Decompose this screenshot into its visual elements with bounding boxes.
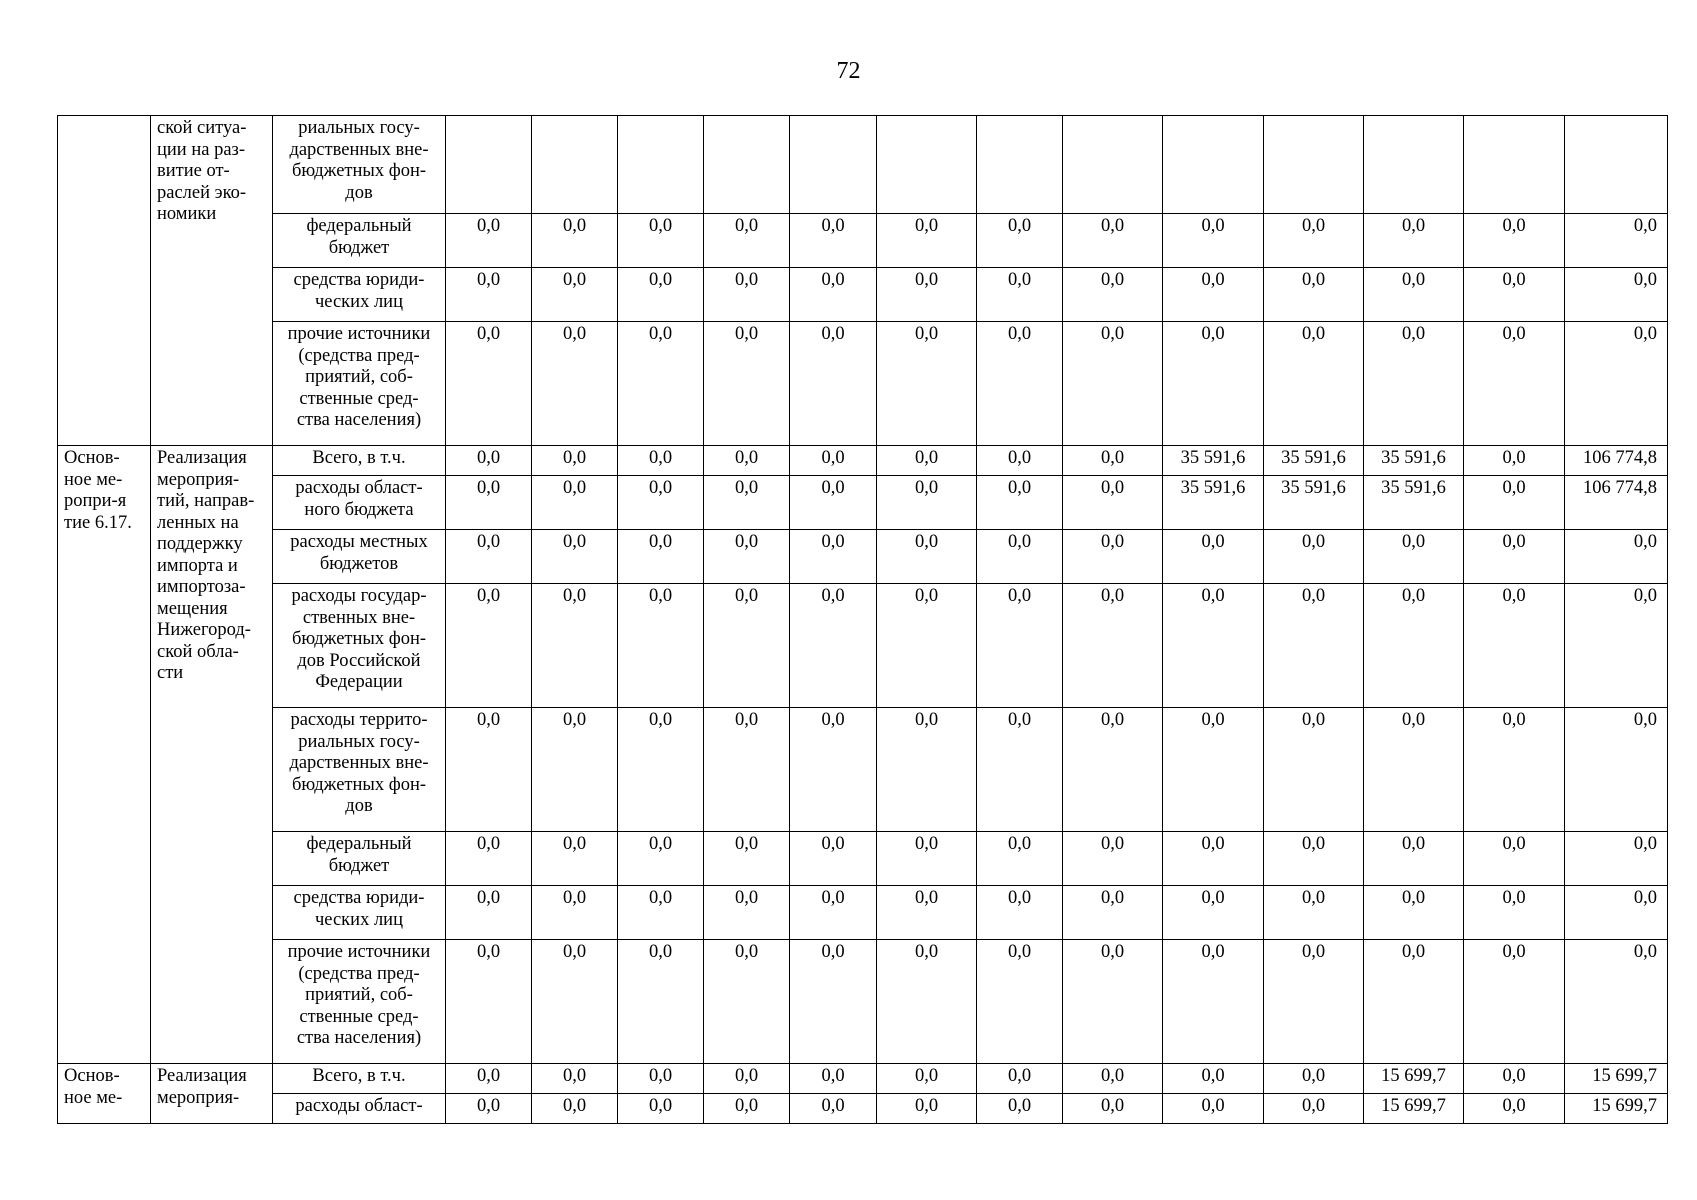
funding-source-cell (273, 1094, 446, 1124)
value-cell: 0,0 (618, 940, 704, 1064)
text-line: бюджет (328, 237, 390, 258)
funding-source-cell (273, 476, 446, 530)
text-line: Основ- (64, 448, 120, 468)
value-cell: 0,0 (618, 322, 704, 446)
value-cell: 0,0 (446, 832, 532, 886)
value-cell: 0,0 (977, 940, 1063, 1064)
value-cell: 0,0 (1163, 214, 1264, 268)
value-cell: 35 591,6 (1163, 446, 1264, 476)
value-cell: 0,0 (446, 1064, 532, 1094)
value-cell: 0,0 (532, 530, 618, 584)
funding-source-cell (273, 446, 446, 476)
text-line: риальных госу- (298, 731, 420, 752)
value-cell: 0,0 (1264, 530, 1364, 584)
value-cell: 0,0 (977, 1094, 1063, 1124)
value-cell: 0,0 (532, 214, 618, 268)
value-cell: 0,0 (618, 708, 704, 832)
value-cell: 0,0 (877, 584, 977, 708)
value-cell: 0,0 (1364, 214, 1464, 268)
text-line: номики (157, 204, 217, 224)
text-line: мещения (157, 598, 228, 619)
value-cell: 0,0 (446, 886, 532, 940)
funding-source-cell (273, 708, 446, 832)
value-cell: 0,0 (1364, 886, 1464, 940)
text-line: Реализация (157, 1066, 247, 1086)
value-cell: 0,0 (790, 476, 877, 530)
funding-source-cell (273, 832, 446, 886)
value-cell: 0,0 (1163, 940, 1264, 1064)
value-cell: 0,0 (790, 832, 877, 886)
value-cell: 0,0 (1264, 268, 1364, 322)
value-cell: 0,0 (790, 530, 877, 584)
value-cell: 0,0 (1464, 214, 1565, 268)
value-cell: 0,0 (790, 940, 877, 1064)
value-cell: 0,0 (1163, 1094, 1264, 1124)
text-line: (средства пред- (298, 345, 420, 366)
value-cell: 0,0 (1264, 322, 1364, 446)
value-cell: 0,0 (704, 1064, 790, 1094)
page-number: 72 (836, 58, 861, 84)
text-line: федеральный (306, 834, 412, 854)
value-cell: 35 591,6 (1264, 476, 1364, 530)
value-cell: 0,0 (446, 322, 532, 446)
value-cell: 0,0 (532, 832, 618, 886)
text-line: импорта и (157, 555, 238, 576)
table-row (58, 832, 1668, 886)
text-line: ленных на (157, 512, 239, 533)
value-cell: 0,0 (1565, 214, 1668, 268)
text-line: дарственных вне- (289, 139, 429, 160)
value-cell: 0,0 (704, 476, 790, 530)
text-line: расходы государ- (291, 586, 427, 606)
value-cell (877, 116, 977, 214)
value-cell: 0,0 (618, 268, 704, 322)
value-cell: 0,0 (704, 708, 790, 832)
text-line: Реализация (157, 448, 247, 468)
text-line: Федерации (315, 672, 403, 692)
value-cell: 0,0 (1464, 708, 1565, 832)
value-cell: 0,0 (618, 832, 704, 886)
value-cell: 0,0 (790, 446, 877, 476)
value-cell: 0,0 (618, 1064, 704, 1094)
value-cell: 0,0 (1464, 476, 1565, 530)
value-cell: 0,0 (877, 940, 977, 1064)
value-cell: 106 774,8 (1565, 476, 1668, 530)
text-line: дов (345, 796, 373, 816)
value-cell: 0,0 (1464, 940, 1565, 1064)
value-cell: 0,0 (977, 708, 1063, 832)
value-cell (532, 116, 618, 214)
value-cell: 0,0 (790, 214, 877, 268)
value-cell: 0,0 (1264, 832, 1364, 886)
text-line: расходы област- (295, 478, 423, 498)
value-cell: 0,0 (1364, 584, 1464, 708)
value-cell: 0,0 (877, 1064, 977, 1094)
value-cell (1364, 116, 1464, 214)
value-cell: 0,0 (618, 446, 704, 476)
value-cell: 0,0 (1264, 940, 1364, 1064)
text-line: риальных госу- (298, 118, 420, 138)
value-cell: 35 591,6 (1364, 476, 1464, 530)
value-cell: 0,0 (704, 322, 790, 446)
value-cell: 0,0 (618, 886, 704, 940)
value-cell: 0,0 (1063, 322, 1163, 446)
value-cell: 0,0 (877, 530, 977, 584)
value-cell: 0,0 (532, 322, 618, 446)
value-cell (1163, 116, 1264, 214)
text-line: ской обла- (157, 641, 239, 662)
value-cell: 0,0 (618, 476, 704, 530)
value-cell: 0,0 (446, 476, 532, 530)
value-cell: 0,0 (1063, 1064, 1163, 1094)
value-cell: 0,0 (877, 322, 977, 446)
value-cell: 35 591,6 (1264, 446, 1364, 476)
text-line: сти (157, 663, 184, 683)
value-cell: 35 591,6 (1364, 446, 1464, 476)
value-cell: 0,0 (618, 584, 704, 708)
funding-source-cell (273, 940, 446, 1064)
measure-number-cell (58, 116, 151, 446)
value-cell: 0,0 (1163, 530, 1264, 584)
value-cell: 0,0 (1364, 940, 1464, 1064)
value-cell: 0,0 (1264, 584, 1364, 708)
value-cell: 0,0 (446, 530, 532, 584)
text-line: ного бюджета (304, 499, 414, 520)
text-line: Всего, в т.ч. (312, 1066, 406, 1086)
value-cell: 0,0 (704, 446, 790, 476)
value-cell: 0,0 (1063, 886, 1163, 940)
text-line: ции на раз- (157, 139, 245, 160)
value-cell: 0,0 (446, 214, 532, 268)
value-cell (704, 116, 790, 214)
value-cell: 0,0 (977, 476, 1063, 530)
table-row (58, 116, 1668, 214)
text-line: расходы област- (295, 1096, 423, 1116)
value-cell: 0,0 (1264, 1064, 1364, 1094)
value-cell (1063, 116, 1163, 214)
value-cell (618, 116, 704, 214)
value-cell: 0,0 (1163, 886, 1264, 940)
text-line: импортоза- (157, 577, 246, 597)
value-cell: 0,0 (1364, 322, 1464, 446)
table-row (58, 940, 1668, 1064)
value-cell: 0,0 (446, 940, 532, 1064)
text-line: дов (345, 182, 373, 203)
value-cell: 0,0 (1063, 584, 1163, 708)
value-cell: 0,0 (1163, 268, 1264, 322)
value-cell: 0,0 (1565, 584, 1668, 708)
value-cell: 0,0 (977, 530, 1063, 584)
text-line: Нижегород- (157, 620, 251, 640)
text-line: тий, направ- (157, 491, 255, 511)
value-cell: 0,0 (704, 940, 790, 1064)
value-cell: 106 774,8 (1565, 446, 1668, 476)
value-cell: 0,0 (704, 530, 790, 584)
measure-name-cell (151, 446, 273, 1064)
value-cell: 0,0 (790, 322, 877, 446)
text-line: федеральный (306, 216, 412, 236)
value-cell: 0,0 (977, 1064, 1063, 1094)
value-cell: 0,0 (1565, 530, 1668, 584)
table-row (58, 268, 1668, 322)
text-line: ской ситуа- (157, 118, 247, 138)
value-cell: 0,0 (1063, 476, 1163, 530)
text-line: ческих лиц (315, 291, 403, 312)
table-row (58, 530, 1668, 584)
value-cell: 0,0 (1464, 268, 1565, 322)
value-cell: 0,0 (1163, 1064, 1264, 1094)
value-cell: 0,0 (790, 268, 877, 322)
value-cell: 0,0 (877, 446, 977, 476)
value-cell: 0,0 (532, 476, 618, 530)
value-cell: 0,0 (1364, 708, 1464, 832)
measure-number-cell (58, 1064, 151, 1124)
text-line: ческих лиц (315, 909, 403, 930)
value-cell: 0,0 (532, 940, 618, 1064)
value-cell: 0,0 (704, 584, 790, 708)
text-line: ственные сред- (299, 388, 419, 409)
value-cell: 0,0 (1163, 322, 1264, 446)
text-line: мероприя- (157, 1087, 240, 1108)
funding-source-cell (273, 584, 446, 708)
value-cell: 0,0 (1063, 214, 1163, 268)
value-cell: 0,0 (1565, 268, 1668, 322)
value-cell: 0,0 (532, 1094, 618, 1124)
value-cell: 0,0 (977, 832, 1063, 886)
value-cell: 0,0 (790, 708, 877, 832)
table-row (58, 322, 1668, 446)
value-cell: 0,0 (1464, 322, 1565, 446)
value-cell: 0,0 (790, 1064, 877, 1094)
value-cell: 0,0 (1063, 708, 1163, 832)
text-line: поддержку (157, 534, 243, 554)
text-line: ное ме- (64, 469, 123, 490)
value-cell: 0,0 (1063, 530, 1163, 584)
value-cell: 15 699,7 (1565, 1094, 1668, 1124)
value-cell: 0,0 (1565, 708, 1668, 832)
value-cell: 0,0 (1464, 886, 1565, 940)
text-line: прочие источники (287, 324, 431, 344)
value-cell: 0,0 (532, 446, 618, 476)
text-line: ственных вне- (302, 607, 416, 628)
value-cell: 0,0 (1565, 832, 1668, 886)
value-cell: 0,0 (1364, 832, 1464, 886)
value-cell: 0,0 (446, 1094, 532, 1124)
value-cell: 0,0 (532, 708, 618, 832)
value-cell: 0,0 (1364, 530, 1464, 584)
value-cell: 0,0 (1464, 1064, 1565, 1094)
value-cell: 35 591,6 (1163, 476, 1264, 530)
value-cell: 0,0 (877, 268, 977, 322)
text-line: ства населения) (296, 1028, 422, 1048)
value-cell: 0,0 (977, 584, 1063, 708)
value-cell: 0,0 (1565, 940, 1668, 1064)
text-line: раслей эко- (157, 182, 247, 203)
value-cell: 0,0 (877, 708, 977, 832)
text-line: бюджет (328, 855, 390, 876)
value-cell (1565, 116, 1668, 214)
text-line: бюджетов (319, 553, 399, 574)
text-line: бюджетных фон- (291, 629, 427, 649)
value-cell: 0,0 (532, 268, 618, 322)
funding-source-cell (273, 214, 446, 268)
table-row (58, 446, 1668, 476)
value-cell: 0,0 (1464, 832, 1565, 886)
value-cell: 0,0 (446, 268, 532, 322)
text-line: ропри-я (64, 491, 127, 511)
value-cell (1464, 116, 1565, 214)
value-cell: 15 699,7 (1364, 1064, 1464, 1094)
value-cell: 0,0 (704, 1094, 790, 1124)
value-cell: 15 699,7 (1565, 1064, 1668, 1094)
value-cell: 0,0 (618, 1094, 704, 1124)
table-row (58, 214, 1668, 268)
value-cell: 0,0 (877, 832, 977, 886)
table-row (58, 476, 1668, 530)
text-line: приятий, соб- (305, 367, 413, 387)
value-cell (790, 116, 877, 214)
value-cell: 0,0 (1163, 832, 1264, 886)
value-cell: 0,0 (1264, 214, 1364, 268)
text-line: дарственных вне- (289, 753, 429, 773)
value-cell: 0,0 (1364, 268, 1464, 322)
value-cell: 0,0 (877, 476, 977, 530)
value-cell: 0,0 (704, 886, 790, 940)
text-line: ственные сред- (299, 1006, 419, 1027)
value-cell: 0,0 (790, 1094, 877, 1124)
funding-source-cell (273, 268, 446, 322)
value-cell: 0,0 (1464, 446, 1565, 476)
value-cell: 0,0 (877, 214, 977, 268)
text-line: витие от- (157, 161, 230, 181)
text-line: мероприя- (157, 469, 240, 490)
value-cell: 0,0 (1063, 446, 1163, 476)
value-cell: 0,0 (446, 584, 532, 708)
funding-source-cell (273, 530, 446, 584)
text-line: бюджетных фон- (291, 774, 427, 795)
value-cell (1264, 116, 1364, 214)
text-line: расходы террито- (290, 710, 428, 730)
value-cell: 0,0 (790, 584, 877, 708)
value-cell: 0,0 (1464, 584, 1565, 708)
table-row (58, 708, 1668, 832)
value-cell: 0,0 (977, 322, 1063, 446)
measure-number-cell (58, 446, 151, 1064)
value-cell: 0,0 (1063, 268, 1163, 322)
text-line: приятий, соб- (305, 985, 413, 1005)
financing-table (57, 115, 1668, 1124)
text-line: тие 6.17. (64, 512, 132, 533)
table-row (58, 886, 1668, 940)
value-cell: 0,0 (618, 214, 704, 268)
value-cell: 0,0 (532, 584, 618, 708)
value-cell: 0,0 (1464, 1094, 1565, 1124)
text-line: расходы местных (290, 532, 428, 552)
value-cell: 0,0 (532, 886, 618, 940)
value-cell: 0,0 (790, 886, 877, 940)
value-cell: 0,0 (704, 268, 790, 322)
funding-source-cell (273, 886, 446, 940)
value-cell: 0,0 (1264, 708, 1364, 832)
value-cell: 0,0 (1264, 1094, 1364, 1124)
value-cell: 0,0 (1163, 708, 1264, 832)
value-cell: 0,0 (977, 886, 1063, 940)
text-line: Всего, в т.ч. (312, 448, 406, 468)
value-cell: 0,0 (1163, 584, 1264, 708)
text-line: средства юриди- (293, 888, 425, 908)
measure-name-cell (151, 1064, 273, 1124)
value-cell: 0,0 (1063, 1094, 1163, 1124)
value-cell: 0,0 (532, 1064, 618, 1094)
text-line: средства юриди- (293, 270, 425, 290)
text-line: бюджетных фон- (291, 161, 427, 181)
value-cell: 0,0 (704, 214, 790, 268)
text-line: дов Российской (297, 650, 421, 671)
value-cell (977, 116, 1063, 214)
table-row (58, 1064, 1668, 1094)
table-row (58, 584, 1668, 708)
table-row (58, 1094, 1668, 1124)
text-line: ства населения) (296, 410, 422, 430)
funding-source-cell (273, 116, 446, 214)
value-cell: 15 699,7 (1364, 1094, 1464, 1124)
value-cell: 0,0 (1264, 886, 1364, 940)
value-cell: 0,0 (877, 1094, 977, 1124)
value-cell: 0,0 (446, 446, 532, 476)
text-line: прочие источники (287, 942, 431, 962)
value-cell (446, 116, 532, 214)
value-cell: 0,0 (1565, 886, 1668, 940)
value-cell: 0,0 (446, 708, 532, 832)
value-cell: 0,0 (977, 446, 1063, 476)
funding-source-cell (273, 322, 446, 446)
value-cell: 0,0 (877, 886, 977, 940)
funding-source-cell (273, 1064, 446, 1094)
measure-name-cell (151, 116, 273, 446)
value-cell: 0,0 (1063, 940, 1163, 1064)
value-cell: 0,0 (977, 214, 1063, 268)
text-line: ное ме- (64, 1087, 123, 1108)
value-cell: 0,0 (977, 268, 1063, 322)
value-cell: 0,0 (1464, 530, 1565, 584)
value-cell: 0,0 (704, 832, 790, 886)
value-cell: 0,0 (1063, 832, 1163, 886)
value-cell: 0,0 (618, 530, 704, 584)
text-line: Основ- (64, 1066, 120, 1086)
text-line: (средства пред- (298, 963, 420, 984)
value-cell: 0,0 (1565, 322, 1668, 446)
